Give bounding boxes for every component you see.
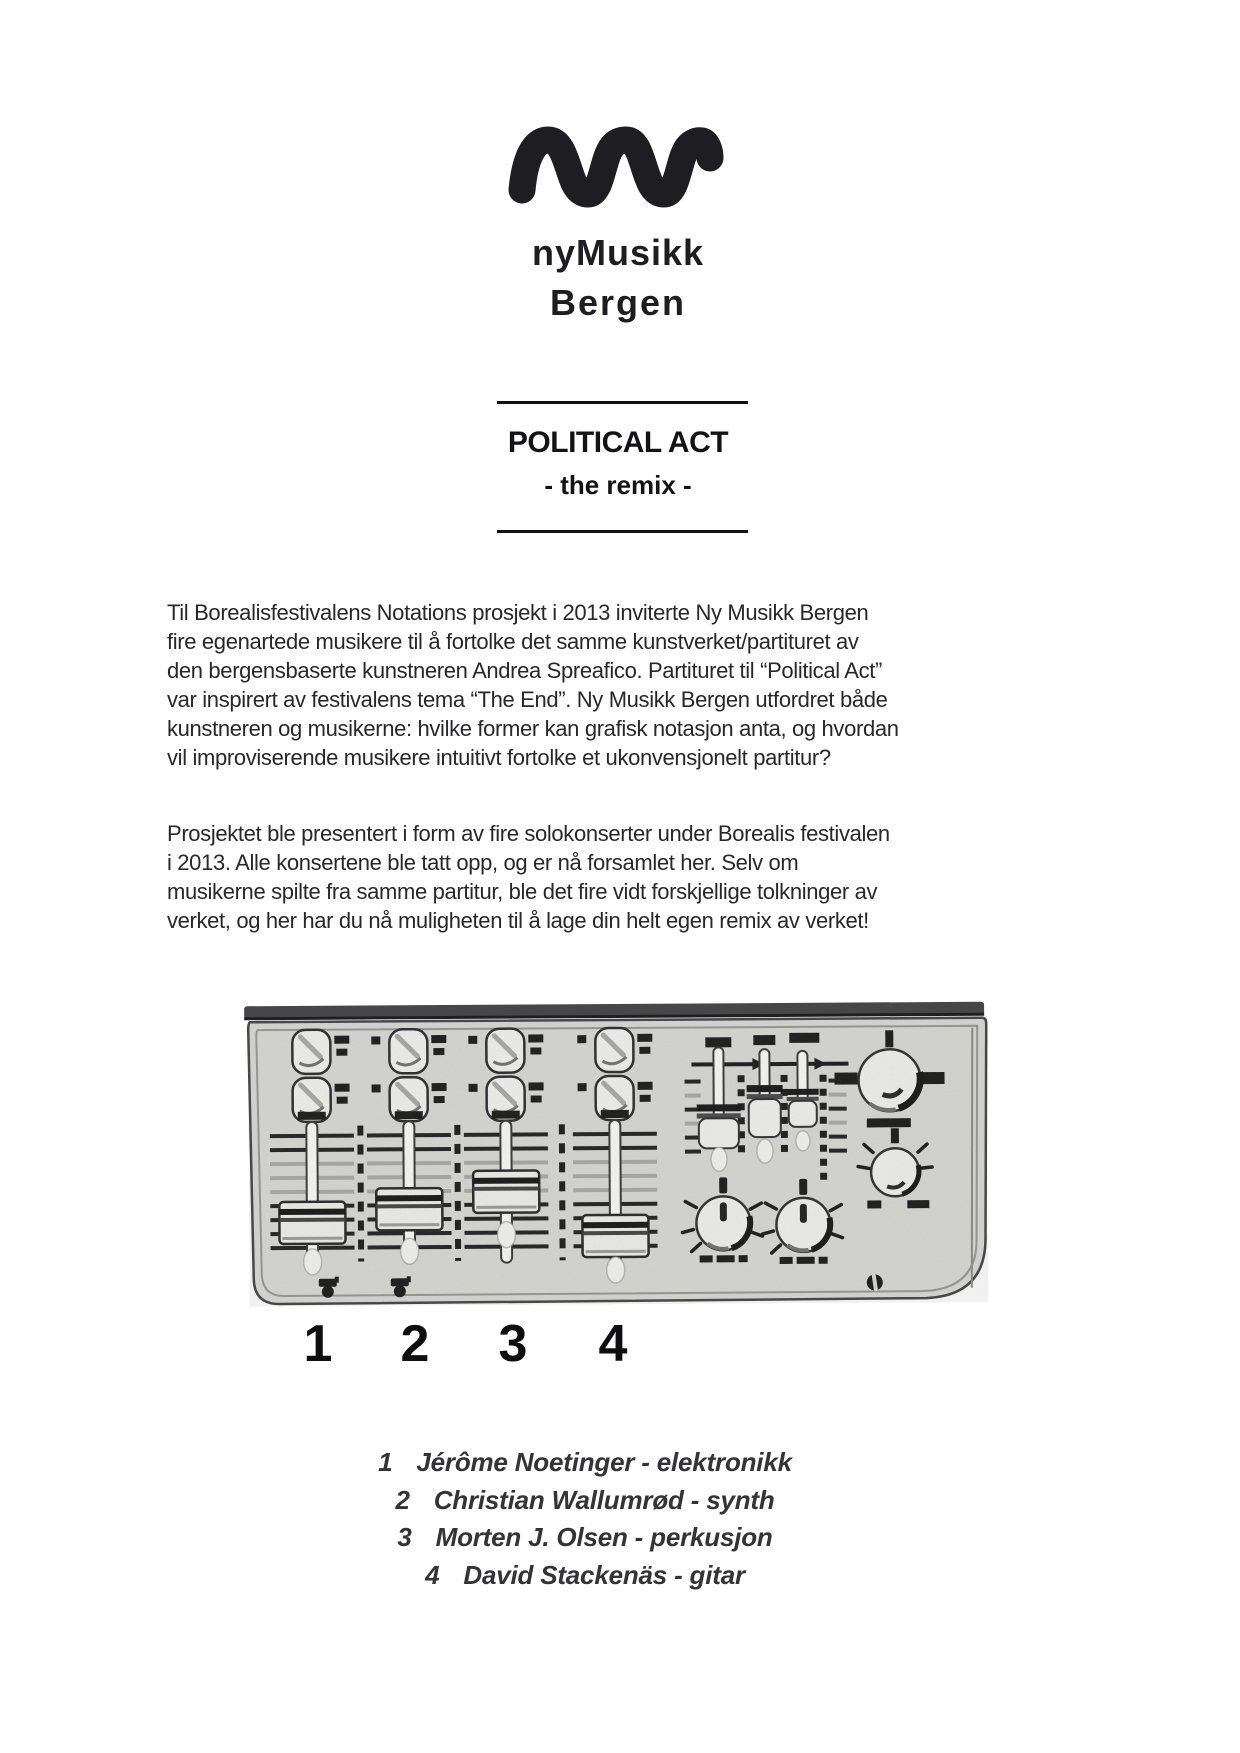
credit-number: 4: [425, 1559, 440, 1590]
mixer-panel: [236, 1000, 991, 1308]
mixer-channel-label-2: 2: [400, 1315, 430, 1373]
paragraph-line: var inspirert av festivalens tema “The End”. Ny Musikk Bergen utfordret både: [167, 687, 888, 712]
credits-list: [185, 1444, 985, 1594]
credit-text: Morten J. Olsen - perkusjon: [435, 1522, 773, 1552]
credit-text: Jérôme Noetinger - elektronikk: [416, 1447, 792, 1477]
credit-line: [185, 1482, 985, 1520]
mixer-image: [236, 1000, 991, 1308]
credit-line: [185, 1519, 985, 1557]
paragraph-line: Prosjektet ble presentert i form av fire solokonserter under Borealis festivalen: [167, 821, 890, 846]
paragraph-line: fire egenartede musikere til å fortolke det samme kunstverket/partituret av: [167, 629, 859, 654]
org-city: Bergen: [549, 282, 687, 323]
credit-number: 1: [378, 1447, 393, 1477]
credit-text: Christian Wallumrød - synth: [433, 1484, 775, 1515]
credit-line: [185, 1557, 985, 1595]
paragraph-line: kunstneren og musikerne: hvilke former kan grafisk notasjon anta, og hvordan: [167, 716, 899, 741]
page-title: POLITICAL ACT: [507, 426, 729, 459]
mixer-channel-label-1: 1: [303, 1315, 333, 1373]
paragraph-line: vil improviserende musikere intuitivt fortolke et ukonvensjonelt partitur?: [167, 745, 831, 770]
page-subtitle: - the remix -: [544, 470, 692, 500]
paragraph-line: musikerne spilte fra samme partitur, ble det fire vidt forskjellige tolkninger av: [167, 879, 878, 904]
divider-top: [497, 401, 748, 404]
mixer-channel-label-3: 3: [498, 1315, 528, 1373]
intro-paragraph-2: [167, 819, 987, 935]
credit-line: [185, 1444, 985, 1482]
paragraph-line: Til Borealisfestivalens Notations prosjekt i 2013 inviterte Ny Musikk Bergen: [167, 600, 869, 625]
credit-number: 2: [395, 1484, 410, 1515]
paragraph-line: den bergensbaserte kunstneren Andrea Spreafico. Partituret til “Political Act”: [167, 658, 882, 683]
scan-noise: [248, 1016, 988, 1307]
intro-paragraph-1: [167, 598, 987, 772]
paragraph-line: i 2013. Alle konsertene ble tatt opp, og er nå forsamlet her. Selv om: [167, 850, 799, 875]
credit-number: 3: [397, 1522, 412, 1552]
org-name: nyMusikk: [531, 232, 705, 273]
soundwave-logo-icon: [508, 110, 724, 224]
mixer-channel-label-4: 4: [598, 1315, 628, 1373]
paragraph-line: verket, og her har du nå muligheten til å lage din helt egen remix av verket!: [167, 908, 869, 933]
credit-text: David Stackenäs - gitar: [463, 1559, 745, 1590]
divider-bottom: [497, 530, 748, 533]
